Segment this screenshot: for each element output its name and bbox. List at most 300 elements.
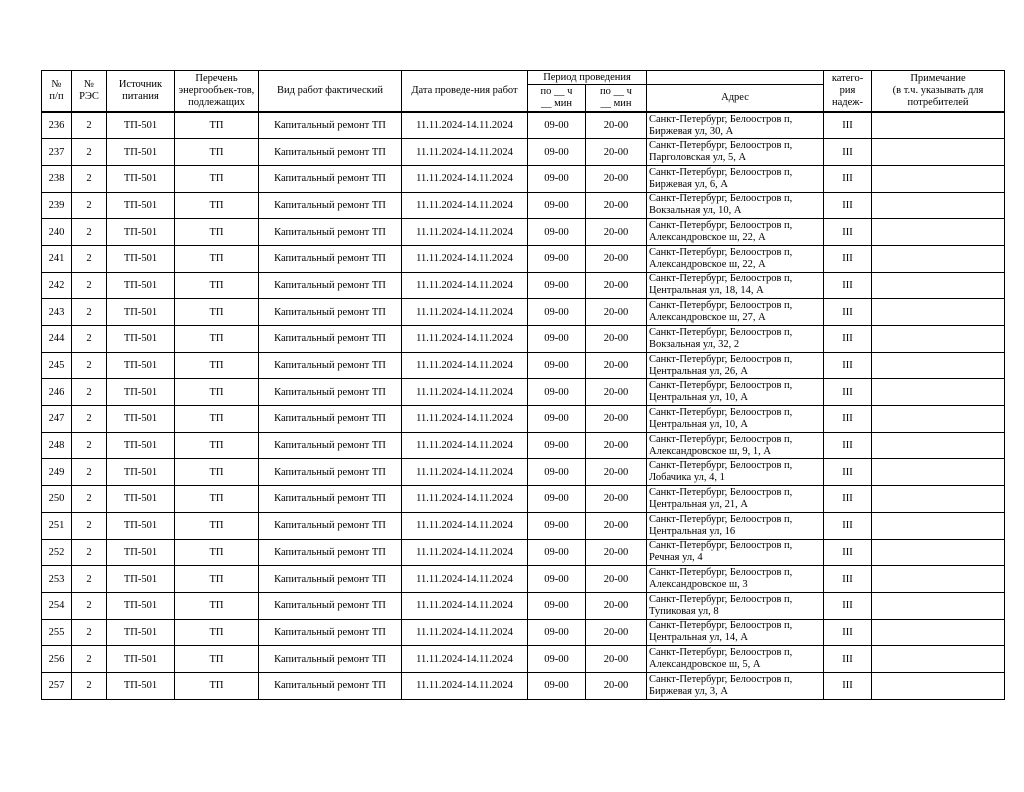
header-work-type: Вид работ фактический	[259, 71, 402, 113]
cell-category: III	[824, 272, 872, 299]
address-line: Центральная ул, 16	[649, 525, 736, 537]
cell-address	[647, 299, 824, 326]
cell-start: 09-00	[528, 139, 586, 166]
cell-num: 247	[42, 406, 72, 433]
address-line: Александровское ш, 22, А	[649, 232, 766, 244]
table-row	[42, 272, 1005, 299]
cell-start: 09-00	[528, 619, 586, 646]
cell-work-type: Капитальный ремонт ТП	[259, 512, 402, 539]
cell-category: III	[824, 112, 872, 139]
header-note: Примечание (в т.ч. указывать для потребителей	[872, 71, 1005, 113]
cell-address	[647, 139, 824, 166]
cell-note	[872, 326, 1005, 353]
cell-start: 09-00	[528, 245, 586, 272]
address-line: Санкт-Петербург, Белоостров п,	[649, 406, 793, 418]
address-line: Центральная ул, 26, А	[649, 365, 748, 377]
cell-address	[647, 352, 824, 379]
cell-work-type: Капитальный ремонт ТП	[259, 192, 402, 219]
cell-end: 20-00	[586, 406, 647, 433]
cell-object: ТП	[175, 352, 259, 379]
address-line: Санкт-Петербург, Белоостров п,	[649, 300, 793, 312]
cell-address	[647, 672, 824, 699]
cell-num: 255	[42, 619, 72, 646]
address-line: Санкт-Петербург, Белоостров п,	[649, 540, 793, 552]
cell-source: ТП-501	[107, 432, 175, 459]
cell-res: 2	[72, 299, 107, 326]
cell-category: III	[824, 512, 872, 539]
address-line: Санкт-Петербург, Белоостров п,	[649, 567, 793, 579]
address-line: Санкт-Петербург, Белоостров п,	[649, 326, 793, 338]
cell-end: 20-00	[586, 299, 647, 326]
cell-object: ТП	[175, 379, 259, 406]
cell-address	[647, 192, 824, 219]
address-line: Санкт-Петербург, Белоостров п,	[649, 513, 793, 525]
cell-num: 246	[42, 379, 72, 406]
table-row	[42, 672, 1005, 699]
cell-work-type: Капитальный ремонт ТП	[259, 539, 402, 566]
cell-address	[647, 646, 824, 673]
cell-note	[872, 432, 1005, 459]
table-row	[42, 219, 1005, 246]
cell-source: ТП-501	[107, 566, 175, 593]
table-row	[42, 592, 1005, 619]
cell-address	[647, 165, 824, 192]
cell-category: III	[824, 139, 872, 166]
address-line: Центральная ул, 21, А	[649, 498, 748, 510]
address-line: Санкт-Петербург, Белоостров п,	[649, 246, 793, 258]
cell-category: III	[824, 219, 872, 246]
cell-date: 11.11.2024-14.11.2024	[402, 112, 528, 139]
cell-note	[872, 592, 1005, 619]
cell-work-type: Капитальный ремонт ТП	[259, 646, 402, 673]
cell-res: 2	[72, 139, 107, 166]
cell-num: 245	[42, 352, 72, 379]
address-line: Александровское ш, 3	[649, 579, 748, 591]
cell-res: 2	[72, 192, 107, 219]
cell-address	[647, 272, 824, 299]
address-line: Санкт-Петербург, Белоостров п,	[649, 140, 793, 152]
cell-end: 20-00	[586, 486, 647, 513]
cell-work-type: Капитальный ремонт ТП	[259, 619, 402, 646]
cell-source: ТП-501	[107, 459, 175, 486]
cell-source: ТП-501	[107, 539, 175, 566]
cell-note	[872, 646, 1005, 673]
cell-res: 2	[72, 619, 107, 646]
cell-res: 2	[72, 646, 107, 673]
address-line: Санкт-Петербург, Белоостров п,	[649, 380, 793, 392]
cell-res: 2	[72, 672, 107, 699]
cell-end: 20-00	[586, 459, 647, 486]
cell-res: 2	[72, 592, 107, 619]
header-date: Дата проведе-ния работ	[402, 71, 528, 113]
cell-res: 2	[72, 512, 107, 539]
cell-category: III	[824, 352, 872, 379]
cell-num: 248	[42, 432, 72, 459]
cell-end: 20-00	[586, 326, 647, 353]
header-period: Период проведения	[528, 71, 647, 85]
cell-work-type: Капитальный ремонт ТП	[259, 299, 402, 326]
table-row	[42, 459, 1005, 486]
cell-note	[872, 245, 1005, 272]
cell-num: 240	[42, 219, 72, 246]
cell-category: III	[824, 326, 872, 353]
cell-res: 2	[72, 326, 107, 353]
cell-note	[872, 112, 1005, 139]
table-row	[42, 619, 1005, 646]
cell-work-type: Капитальный ремонт ТП	[259, 672, 402, 699]
table-row	[42, 379, 1005, 406]
cell-date: 11.11.2024-14.11.2024	[402, 352, 528, 379]
table-row	[42, 512, 1005, 539]
cell-res: 2	[72, 566, 107, 593]
table-row	[42, 566, 1005, 593]
cell-category: III	[824, 406, 872, 433]
cell-date: 11.11.2024-14.11.2024	[402, 165, 528, 192]
cell-res: 2	[72, 165, 107, 192]
cell-res: 2	[72, 459, 107, 486]
cell-date: 11.11.2024-14.11.2024	[402, 512, 528, 539]
cell-res: 2	[72, 219, 107, 246]
cell-address	[647, 379, 824, 406]
cell-date: 11.11.2024-14.11.2024	[402, 272, 528, 299]
cell-note	[872, 139, 1005, 166]
cell-num: 251	[42, 512, 72, 539]
cell-end: 20-00	[586, 352, 647, 379]
cell-source: ТП-501	[107, 219, 175, 246]
address-line: Санкт-Петербург, Белоостров п,	[649, 486, 793, 498]
cell-source: ТП-501	[107, 245, 175, 272]
cell-num: 243	[42, 299, 72, 326]
cell-object: ТП	[175, 112, 259, 139]
cell-date: 11.11.2024-14.11.2024	[402, 646, 528, 673]
cell-object: ТП	[175, 432, 259, 459]
cell-num: 237	[42, 139, 72, 166]
cell-address	[647, 486, 824, 513]
address-line: Вокзальная ул, 32, 2	[649, 338, 740, 350]
cell-address	[647, 566, 824, 593]
cell-end: 20-00	[586, 245, 647, 272]
cell-address	[647, 219, 824, 246]
cell-date: 11.11.2024-14.11.2024	[402, 486, 528, 513]
cell-res: 2	[72, 379, 107, 406]
cell-work-type: Капитальный ремонт ТП	[259, 272, 402, 299]
cell-category: III	[824, 245, 872, 272]
cell-num: 236	[42, 112, 72, 139]
cell-work-type: Капитальный ремонт ТП	[259, 165, 402, 192]
address-line: Вокзальная ул, 10, А	[649, 205, 742, 217]
cell-object: ТП	[175, 539, 259, 566]
cell-end: 20-00	[586, 566, 647, 593]
cell-work-type: Капитальный ремонт ТП	[259, 326, 402, 353]
cell-source: ТП-501	[107, 406, 175, 433]
cell-date: 11.11.2024-14.11.2024	[402, 432, 528, 459]
cell-source: ТП-501	[107, 112, 175, 139]
cell-date: 11.11.2024-14.11.2024	[402, 406, 528, 433]
cell-date: 11.11.2024-14.11.2024	[402, 139, 528, 166]
cell-end: 20-00	[586, 672, 647, 699]
cell-source: ТП-501	[107, 379, 175, 406]
header-res: № РЭС	[72, 71, 107, 113]
address-line: Санкт-Петербург, Белоостров п,	[649, 353, 793, 365]
cell-num: 241	[42, 245, 72, 272]
table-row	[42, 539, 1005, 566]
cell-category: III	[824, 459, 872, 486]
cell-work-type: Капитальный ремонт ТП	[259, 112, 402, 139]
cell-start: 09-00	[528, 379, 586, 406]
cell-source: ТП-501	[107, 139, 175, 166]
cell-note	[872, 539, 1005, 566]
cell-date: 11.11.2024-14.11.2024	[402, 192, 528, 219]
cell-start: 09-00	[528, 165, 586, 192]
cell-work-type: Капитальный ремонт ТП	[259, 219, 402, 246]
cell-source: ТП-501	[107, 512, 175, 539]
cell-address	[647, 512, 824, 539]
cell-note	[872, 486, 1005, 513]
address-line: Санкт-Петербург, Белоостров п,	[649, 647, 793, 659]
cell-start: 09-00	[528, 406, 586, 433]
address-line: Центральная ул, 14, А	[649, 632, 748, 644]
cell-num: 238	[42, 165, 72, 192]
cell-num: 252	[42, 539, 72, 566]
header-objects: Перечень энергообъек-тов, подлежащих	[175, 71, 259, 113]
cell-note	[872, 352, 1005, 379]
cell-address	[647, 245, 824, 272]
cell-start: 09-00	[528, 326, 586, 353]
cell-address	[647, 326, 824, 353]
cell-object: ТП	[175, 406, 259, 433]
cell-source: ТП-501	[107, 672, 175, 699]
cell-note	[872, 672, 1005, 699]
address-line: Центральная ул, 10, А	[649, 418, 748, 430]
cell-category: III	[824, 646, 872, 673]
cell-address	[647, 112, 824, 139]
cell-note	[872, 459, 1005, 486]
cell-work-type: Капитальный ремонт ТП	[259, 592, 402, 619]
cell-category: III	[824, 486, 872, 513]
cell-end: 20-00	[586, 112, 647, 139]
cell-object: ТП	[175, 219, 259, 246]
cell-res: 2	[72, 432, 107, 459]
cell-date: 11.11.2024-14.11.2024	[402, 539, 528, 566]
header-address-top	[647, 71, 824, 85]
cell-end: 20-00	[586, 379, 647, 406]
cell-start: 09-00	[528, 486, 586, 513]
cell-category: III	[824, 432, 872, 459]
cell-date: 11.11.2024-14.11.2024	[402, 459, 528, 486]
cell-num: 256	[42, 646, 72, 673]
address-line: Санкт-Петербург, Белоостров п,	[649, 460, 793, 472]
address-line: Биржевая ул, 3, А	[649, 685, 728, 697]
cell-res: 2	[72, 539, 107, 566]
cell-start: 09-00	[528, 512, 586, 539]
cell-object: ТП	[175, 165, 259, 192]
cell-address	[647, 619, 824, 646]
cell-date: 11.11.2024-14.11.2024	[402, 326, 528, 353]
cell-date: 11.11.2024-14.11.2024	[402, 245, 528, 272]
cell-object: ТП	[175, 139, 259, 166]
header-period-to: по __ ч __ мин	[586, 85, 647, 113]
cell-object: ТП	[175, 272, 259, 299]
cell-start: 09-00	[528, 352, 586, 379]
address-line: Александровское ш, 9, 1, А	[649, 445, 771, 457]
table-row	[42, 165, 1005, 192]
cell-note	[872, 619, 1005, 646]
cell-start: 09-00	[528, 592, 586, 619]
cell-address	[647, 459, 824, 486]
cell-category: III	[824, 192, 872, 219]
cell-source: ТП-501	[107, 646, 175, 673]
table-row	[42, 406, 1005, 433]
address-line: Санкт-Петербург, Белоостров п,	[649, 593, 793, 605]
cell-object: ТП	[175, 566, 259, 593]
cell-category: III	[824, 672, 872, 699]
cell-date: 11.11.2024-14.11.2024	[402, 592, 528, 619]
cell-end: 20-00	[586, 192, 647, 219]
cell-category: III	[824, 619, 872, 646]
cell-note	[872, 512, 1005, 539]
address-line: Биржевая ул, 30, А	[649, 125, 734, 137]
table-row	[42, 112, 1005, 139]
cell-object: ТП	[175, 486, 259, 513]
address-line: Александровское ш, 5, А	[649, 659, 761, 671]
address-line: Санкт-Петербург, Белоостров п,	[649, 220, 793, 232]
table-row	[42, 245, 1005, 272]
cell-note	[872, 165, 1005, 192]
cell-note	[872, 219, 1005, 246]
cell-end: 20-00	[586, 165, 647, 192]
address-line: Санкт-Петербург, Белоостров п,	[649, 166, 793, 178]
cell-object: ТП	[175, 326, 259, 353]
table-row	[42, 299, 1005, 326]
cell-work-type: Капитальный ремонт ТП	[259, 566, 402, 593]
cell-num: 244	[42, 326, 72, 353]
cell-source: ТП-501	[107, 592, 175, 619]
cell-res: 2	[72, 245, 107, 272]
cell-source: ТП-501	[107, 619, 175, 646]
cell-date: 11.11.2024-14.11.2024	[402, 299, 528, 326]
cell-source: ТП-501	[107, 326, 175, 353]
cell-res: 2	[72, 272, 107, 299]
address-line: Лобачика ул, 4, 1	[649, 472, 725, 484]
cell-res: 2	[72, 112, 107, 139]
table-row	[42, 326, 1005, 353]
cell-object: ТП	[175, 512, 259, 539]
table-header	[42, 71, 1005, 113]
cell-end: 20-00	[586, 592, 647, 619]
cell-note	[872, 192, 1005, 219]
cell-work-type: Капитальный ремонт ТП	[259, 139, 402, 166]
cell-end: 20-00	[586, 272, 647, 299]
cell-object: ТП	[175, 245, 259, 272]
cell-object: ТП	[175, 459, 259, 486]
address-line: Речная ул, 4	[649, 552, 703, 564]
cell-category: III	[824, 379, 872, 406]
cell-res: 2	[72, 406, 107, 433]
cell-end: 20-00	[586, 619, 647, 646]
cell-source: ТП-501	[107, 486, 175, 513]
cell-category: III	[824, 165, 872, 192]
table-row	[42, 192, 1005, 219]
cell-address	[647, 592, 824, 619]
address-line: Санкт-Петербург, Белоостров п,	[649, 673, 793, 685]
table-row	[42, 352, 1005, 379]
cell-date: 11.11.2024-14.11.2024	[402, 219, 528, 246]
address-line: Центральная ул, 18, 14, А	[649, 285, 764, 297]
address-line: Санкт-Петербург, Белоостров п,	[649, 273, 793, 285]
cell-start: 09-00	[528, 299, 586, 326]
header-category: катего- рия надеж-	[824, 71, 872, 113]
cell-end: 20-00	[586, 646, 647, 673]
cell-object: ТП	[175, 646, 259, 673]
cell-work-type: Капитальный ремонт ТП	[259, 432, 402, 459]
address-line: Санкт-Петербург, Белоостров п,	[649, 113, 793, 125]
table-row	[42, 139, 1005, 166]
cell-start: 09-00	[528, 539, 586, 566]
cell-note	[872, 272, 1005, 299]
cell-res: 2	[72, 486, 107, 513]
cell-object: ТП	[175, 299, 259, 326]
cell-note	[872, 299, 1005, 326]
address-line: Тупиковая ул, 8	[649, 605, 719, 617]
cell-num: 250	[42, 486, 72, 513]
cell-note	[872, 379, 1005, 406]
cell-work-type: Капитальный ремонт ТП	[259, 245, 402, 272]
outage-schedule-table	[41, 70, 1005, 700]
address-line: Санкт-Петербург, Белоостров п,	[649, 193, 793, 205]
cell-start: 09-00	[528, 672, 586, 699]
address-line: Санкт-Петербург, Белоостров п,	[649, 620, 793, 632]
cell-date: 11.11.2024-14.11.2024	[402, 566, 528, 593]
cell-res: 2	[72, 352, 107, 379]
address-line: Александровское ш, 27, А	[649, 312, 766, 324]
cell-end: 20-00	[586, 432, 647, 459]
header-period-from: по __ ч __ мин	[528, 85, 586, 113]
address-line: Парголовская ул, 5, А	[649, 152, 747, 164]
cell-start: 09-00	[528, 646, 586, 673]
cell-work-type: Капитальный ремонт ТП	[259, 406, 402, 433]
header-num: № п/п	[42, 71, 72, 113]
cell-start: 09-00	[528, 432, 586, 459]
cell-source: ТП-501	[107, 192, 175, 219]
cell-work-type: Капитальный ремонт ТП	[259, 352, 402, 379]
cell-object: ТП	[175, 672, 259, 699]
cell-end: 20-00	[586, 139, 647, 166]
table-body	[42, 112, 1005, 699]
cell-end: 20-00	[586, 219, 647, 246]
cell-num: 239	[42, 192, 72, 219]
header-address: Адрес	[647, 85, 824, 113]
cell-num: 249	[42, 459, 72, 486]
cell-start: 09-00	[528, 566, 586, 593]
address-line: Санкт-Петербург, Белоостров п,	[649, 433, 793, 445]
cell-work-type: Капитальный ремонт ТП	[259, 379, 402, 406]
cell-start: 09-00	[528, 459, 586, 486]
cell-address	[647, 539, 824, 566]
cell-end: 20-00	[586, 539, 647, 566]
cell-category: III	[824, 566, 872, 593]
cell-num: 257	[42, 672, 72, 699]
cell-address	[647, 432, 824, 459]
cell-category: III	[824, 539, 872, 566]
table-row	[42, 646, 1005, 673]
cell-num: 253	[42, 566, 72, 593]
cell-start: 09-00	[528, 112, 586, 139]
cell-date: 11.11.2024-14.11.2024	[402, 672, 528, 699]
address-line: Биржевая ул, 6, А	[649, 178, 728, 190]
cell-category: III	[824, 299, 872, 326]
cell-end: 20-00	[586, 512, 647, 539]
header-source: Источник питания	[107, 71, 175, 113]
